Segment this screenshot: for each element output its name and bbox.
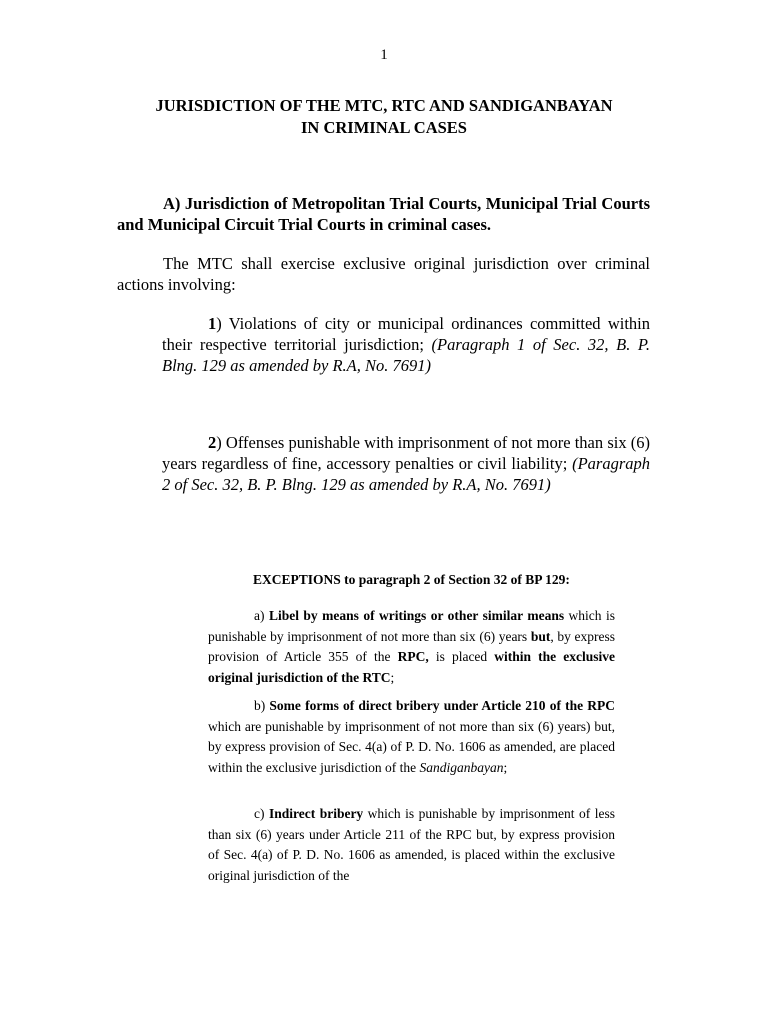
exception-c <box>208 804 615 886</box>
exception-b-italic-1: Sandiganbayan <box>419 759 504 775</box>
item-text: ) Offenses punishable with imprisonment of not more than six (6) years regardless of fine, accessory penalties or civil liability; <box>162 433 650 473</box>
exception-a-bold-3: RPC, <box>397 649 429 664</box>
exception-c-bold-1: Indirect bribery <box>268 806 364 821</box>
item-number: 2 <box>208 433 217 452</box>
exception-b-text-1: which are punishable by imprisonment of not more than six (6) years) but, by express provision of Sec. 4(a) of P. D. No. 1606 as amended, are placed within the exclusive jurisdiction of the <box>208 718 615 775</box>
exception-a <box>208 606 615 688</box>
page-number: 1 <box>380 47 388 63</box>
intro-paragraph: The MTC shall exercise exclusive original jurisdiction over criminal actions involving: <box>117 254 650 294</box>
exceptions-heading: EXCEPTIONS to paragraph 2 of Section 32 of BP 129: <box>253 572 570 587</box>
exception-a-text-1: which is punishable by imprisonment of not more than six (6) years <box>208 608 615 644</box>
exception-prefix: b) <box>254 698 270 713</box>
exception-a-text-2: , by express provision of Article 355 of the <box>208 628 615 664</box>
exception-prefix: c) <box>254 806 269 821</box>
exception-b-bold-1: Some forms of direct bribery under Article 210 of the RPC <box>269 698 616 713</box>
item-citation: (Paragraph 1 of Sec. 32, B. P. Blng. 129 as amended by R.A, No. 7691) <box>162 335 650 375</box>
list-item-1 <box>162 313 650 376</box>
exception-c-text-1: which is punishable by imprisonment of less than six (6) years under Article 211 of the RPC but, by express provision of Sec. 4(a) of P. D. No. 1606 as amended, is placed within the exclusive original jurisdiction of the <box>208 806 615 883</box>
exception-a-bold-1: Libel by means of writings or other similar means <box>268 608 565 623</box>
exception-a-text-3: is placed <box>428 649 495 664</box>
exception-a-bold-2: but <box>530 628 551 644</box>
item-citation: (Paragraph 2 of Sec. 32, B. P. Blng. 129 as amended by R.A, No. 7691) <box>162 454 650 494</box>
document-title-line1: JURISDICTION OF THE MTC, RTC AND SANDIGANBAYAN <box>155 96 613 115</box>
exception-a-text-4: ; <box>390 669 395 685</box>
document-title-line2: IN CRIMINAL CASES <box>301 118 467 137</box>
exception-prefix: a) <box>254 608 269 623</box>
exception-b <box>208 696 615 778</box>
list-item-2 <box>162 432 650 495</box>
exception-a-bold-4: within the exclusive original jurisdiction of the RTC <box>208 649 615 685</box>
item-number: 1 <box>208 314 217 333</box>
exception-b-text-2: ; <box>503 759 508 775</box>
item-text: ) Violations of city or municipal ordinances committed within their respective territorial jurisdiction; <box>162 314 650 354</box>
section-a-heading: A) Jurisdiction of Metropolitan Trial Courts, Municipal Trial Courts and Municipal Circuit Trial Courts in criminal cases. <box>117 194 650 234</box>
